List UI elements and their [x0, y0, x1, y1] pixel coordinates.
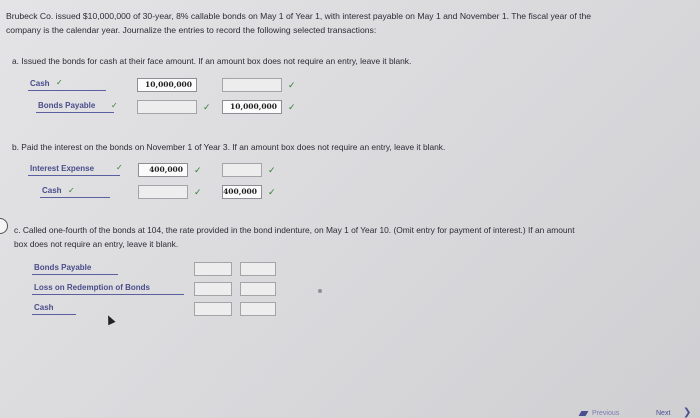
check-icon: ✓	[288, 80, 296, 90]
part-c-account-loss-on-redemption[interactable]: Loss on Redemption of Bonds	[34, 283, 150, 292]
part-c-bonds-credit[interactable]	[240, 262, 276, 276]
previous-arrow-icon[interactable]	[579, 411, 589, 416]
next-button[interactable]: Next	[656, 410, 671, 417]
check-icon: ✓	[194, 187, 202, 197]
part-a-account-cash[interactable]: Cash	[30, 79, 50, 88]
part-a-cash-debit[interactable]: 10,000,000	[137, 78, 197, 92]
part-c-account-cash[interactable]: Cash	[34, 303, 54, 312]
part-b-account-interest-expense[interactable]: Interest Expense	[30, 164, 95, 173]
part-a-bonds-debit[interactable]	[137, 100, 197, 114]
part-b-cash-credit[interactable]: 400,000	[222, 185, 262, 199]
part-a-bonds-credit[interactable]: 10,000,000	[222, 100, 282, 114]
part-c-loss-debit[interactable]	[194, 282, 232, 296]
part-c-prompt-line-2: box does not require an entry, leave it blank.	[14, 239, 179, 249]
left-edge-button[interactable]	[0, 218, 8, 234]
next-arrow-icon[interactable]: ❯	[683, 407, 692, 418]
part-a-prompt: a. Issued the bonds for cash at their face amount. If an amount box does not require an entry, leave it blank.	[12, 56, 412, 66]
check-icon: ✓	[116, 163, 123, 172]
part-c-cash-debit[interactable]	[194, 302, 232, 316]
check-icon: ✓	[268, 165, 276, 175]
problem-intro-line-1: Brubeck Co. issued $10,000,000 of 30-year, 8% callable bonds on May 1 of Year 1, with interest payable on May 1 and November 1. The fiscal year of the	[6, 11, 592, 21]
part-c-prompt-line-1: c. Called one-fourth of the bonds at 104, the rate provided in the bond indenture, on May 1 of Year 10. (Omit entry for payment of interest.) If an amount	[14, 225, 575, 235]
part-c-loss-credit[interactable]	[240, 282, 276, 296]
check-icon: ✓	[56, 78, 63, 87]
part-b-cash-debit[interactable]	[138, 185, 188, 199]
check-icon: ✓	[194, 165, 202, 175]
part-b-interest-debit[interactable]: 400,000	[138, 163, 188, 177]
check-icon: ✓	[268, 187, 276, 197]
check-icon: ✓	[111, 101, 118, 110]
part-b-account-cash[interactable]: Cash	[42, 186, 62, 195]
part-b-interest-credit[interactable]	[222, 163, 262, 177]
part-c-account-bonds-payable[interactable]: Bonds Payable	[34, 263, 92, 272]
previous-button[interactable]: Previous	[592, 410, 620, 417]
part-a-cash-credit[interactable]	[222, 78, 282, 92]
check-icon: ✓	[288, 102, 296, 112]
part-a-account-bonds-payable[interactable]: Bonds Payable	[38, 101, 96, 110]
check-icon: ✓	[203, 102, 211, 112]
check-icon: ✓	[68, 186, 75, 195]
mouse-cursor-icon	[104, 314, 115, 326]
part-c-bonds-debit[interactable]	[194, 262, 232, 276]
part-c-cash-credit[interactable]	[240, 302, 276, 316]
dot-marker	[318, 289, 322, 293]
part-b-prompt: b. Paid the interest on the bonds on November 1 of Year 3. If an amount box does not require an entry, leave it blank.	[12, 142, 446, 152]
problem-intro-line-2: company is the calendar year. Journalize the entries to record the following selected transactions:	[6, 25, 377, 35]
